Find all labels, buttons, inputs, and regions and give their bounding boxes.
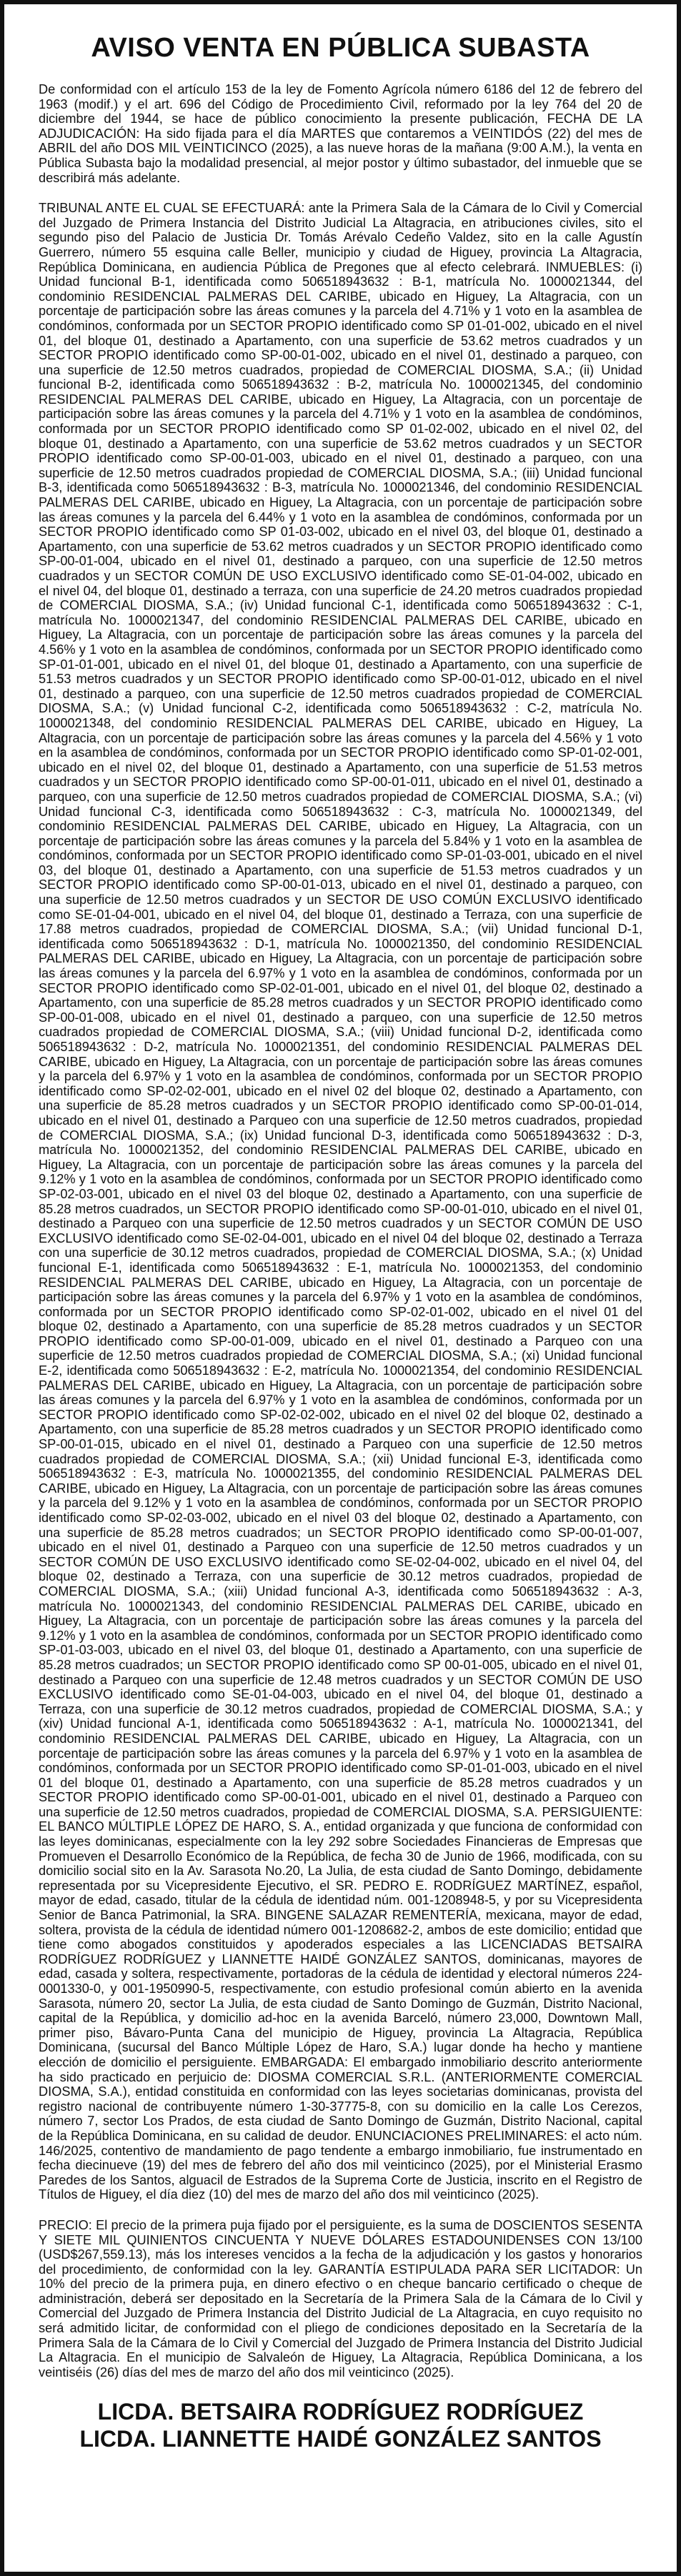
- notice-body: [39, 82, 642, 2379]
- notice-title: AVISO VENTA EN PÚBLICA SUBASTA: [91, 33, 590, 63]
- signature-block: [39, 2398, 642, 2452]
- notice-paragraph-intro: De conformidad con el artículo 153 de la ley de Fomento Agrícola número 6186 del 12 de febrero del 1963 (modif.) y el art. 696 del Código de Procedimiento Civil, reformado por la ley 764 del 20 de diciembre del 1944, se hace de público conocimiento la presente publicación, FECHA DE LA ADJUDICACIÓN: Ha sido fijada para el día MARTES que contaremos a VEINTIDÓS (22) del mes de ABRIL del año DOS MIL VEINTICINCO (2025), a las nueve horas de la mañana (9:00 A.M.), la venta en Pública Subasta bajo la modalidad presencial, al mejor postor y último subastador, del inmueble que se describirá más adelante.: [39, 82, 642, 185]
- signature-line-1: LICDA. BETSAIRA RODRÍGUEZ RODRÍGUEZ: [97, 2399, 584, 2425]
- notice-paragraph-precio: PRECIO: El precio de la primera puja fijado por el persiguiente, es la suma de DOSCIENTOS SESENTA Y SIETE MIL QUINIENTOS CINCUENTA Y NUEVE DÓLARES ESTADOUNIDENSES CON 13/100 (USD$267,559.13), más los intereses vencidos a la fecha de la adjudicación y los gastos y honorarios del procedimiento, de conformidad con la ley. GARANTÍA ESTIPULADA PARA SER LICITADOR: Un 10% del precio de la primera puja, en dinero efectivo o en cheque bancario certificado o cheque de administración, deberá ser depositado en la Secretaría de la Primera Sala de la Cámara de lo Civil y Comercial del Juzgado de Primera Instancia del Distrito Judicial de La Altagracia, en cuyo requisito no será admitido licitar, de conformidad con el pliego de condiciones depositado en la Secretaría de la Primera Sala de la Cámara de lo Civil y Comercial del Juzgado de Primera Instancia del Distrito Judicial La Altagracia. En el municipio de Salvaleón de Higuey, La Altagracia, República Dominicana, a los veintiséis (26) días del mes de marzo del año dos mil veinticinco (2025).: [39, 2217, 642, 2379]
- signature-line-2: LICDA. LIANNETTE HAIDÉ GONZÁLEZ SANTOS: [79, 2426, 602, 2452]
- notice-paragraph-tribunal-inmuebles: TRIBUNAL ANTE EL CUAL SE EFECTUARÁ: ante la Primera Sala de la Cámara de lo Civil y Comercial del Juzgado de Primera Instancia del Distrito Judicial La Altagracia, en atribuciones civiles, sito el segundo piso del Palacio de Justicia Dr. Tomás Arévalo Cedeño Valdez, sito en la calle Agustín Guerrero, número 55 esquina calle Beller, municipio y ciudad de Higuey, provincia La Altagracia, República Dominicana, en audiencia Pública de Pregones que al efecto celebrará. INMUEBLES: (i) Unidad funcional B-1, identificada como 506518943632 : B-1, matrícula No. 1000021344, del condominio RESIDENCIAL PALMERAS DEL CARIBE, ubicado en Higuey, La Altagracia, con un porcentaje de participación sobre las áreas comunes y la parcela del 4.71% y 1 voto en la asamblea de condóminos, conformada por un SECTOR PROPIO identificado como SP 01-01-002, ubicado en el nivel 01, del bloque 01, destinado a Apartamento, con una superficie de 53.62 metros cuadrados y un SECTOR PROPIO identificado como SP-00-01-002, ubicado en el nivel 01, destinado a parqueo, con una superficie de 12.50 metros cuadrados, propiedad de COMERCIAL DIOSMA, S.A.; (ii) Unidad funcional B-2, identificada como 506518943632 : B-2, matrícula No. 1000021345, del condominio RESIDENCIAL PALMERAS DEL CARIBE, ubicado en Higuey, La Altagracia, con un porcentaje de participación sobre las áreas comunes y la parcela del 4.71% y 1 voto en la asamblea de condóminos, conformada por un SECTOR PROPIO identificado como SP 01-02-002, ubicado en el nivel 02, del bloque 01, destinado a Apartamento, con una superficie de 53.62 metros cuadrados y un SECTOR PROPIO identificado como SP-00-01-003, ubicado en el nivel 01, destinado a parqueo, con una superficie de 12.50 metros cuadrados propiedad de COMERCIAL DIOSMA, S.A.; (iii) Unidad funcional B-3, identificada como 506518943632 : B-3, matrícula No. 1000021346, del condominio RESIDENCIAL PALMERAS DEL CARIBE, ubicado en Higuey, La Altagracia, con un porcentaje de participación sobre las áreas comunes y la parcela del 6.44% y 1 voto en la asamblea de condóminos, conformada por un SECTOR PROPIO identificado como SP 01-03-002, ubicado en el nivel 03, del bloque 01, destinado a Apartamento, con una superficie de 53.62 metros cuadrados y un SECTOR PROPIO identificado como SP-00-01-004, ubicado en el nivel 01, destinado a parqueo, con una superficie de 12.50 metros cuadrados y un SECTOR COMÚN DE USO EXCLUSIVO identificado como SE-01-04-002, ubicado en el nivel 04, del bloque 01, destinado a terraza, con una superficie de 24.20 metros cuadrados propiedad de COMERCIAL DIOSMA, S.A.; (iv) Unidad funcional C-1, identificada como 506518943632 : C-1, matrícula No. 1000021347, del condominio RESIDENCIAL PALMERAS DEL CARIBE, ubicado en Higuey, La Altagracia, con un porcentaje de participación sobre las áreas comunes y la parcela del 4.56% y 1 voto en la asamblea de condóminos, conformada por un SECTOR PROPIO identificado como SP-01-01-001, ubicado en el nivel 01, del bloque 01, destinado a Apartamento, con una superficie de 51.53 metros cuadrados y un SECTOR PROPIO identificado como SP-00-01-012, ubicado en el nivel 01, destinado a parqueo, con una superficie de 12.50 metros cuadrados propiedad de COMERCIAL DIOSMA, S.A.; (v) Unidad funcional C-2, identificada como 506518943632 : C-2, matrícula No. 1000021348, del condominio RESIDENCIAL PALMERAS DEL CARIBE, ubicado en Higuey, La Altagracia, con un porcentaje de participación sobre las áreas comunes y la parcela del 4.56% y 1 voto en la asamblea de condóminos, conformada por un SECTOR PROPIO identificado como SP-01-02-001, ubicado en el nivel 02, del bloque 01, destinado a Apartamento, con una superficie de 51.53 metros cuadrados y un SECTOR PROPIO identificado como SP-00-01-011, ubicado en el nivel 01, destinado a parqueo, con una superficie de 12.50 metros cuadrados propiedad de COMERCIAL DIOSMA, S.A.; (vi) Unidad funcional C-3, identificada como 506518943632 : C-3, matrícula No. 1000021349, del condominio RESIDENCIAL PALMERAS DEL CARIBE, ubicado en Higuey, La Altagracia, con un porcentaje de participación sobre las áreas comunes y la parcela del 5.84% y 1 voto en la asamblea de condóminos, conformada por un SECTOR PROPIO identificado como SP-01-03-001, ubicado en el nivel 03, del bloque 01, destinado a Apartamento, con una superficie de 51.53 metros cuadrados y un SECTOR PROPIO identificado como SP-00-01-013, ubicado en el nivel 01, destinado a parqueo, con una superficie de 12.50 metros cuadrados y un SECTOR DE USO COMÚN EXCLUSIVO identificado como SE-01-04-001, ubicado en el nivel 04, del bloque 01, destinado a Terraza, con una superficie de 17.88 metros cuadrados, propiedad de COMERCIAL DIOSMA, S.A.; (vii) Unidad funcional D-1, identificada como 506518943632 : D-1, matrícula No. 1000021350, del condominio RESIDENCIAL PALMERAS DEL CARIBE, ubicado en Higuey, La Altagracia, con un porcentaje de participación sobre las áreas comunes y la parcela del 6.97% y 1 voto en la asamblea de condóminos, conformada por un SECTOR PROPIO identificado como SP-02-01-001, ubicado en el nivel 01, del bloque 02, destinado a Apartamento, con una superficie de 85.28 metros cuadrados y un SECTOR PROPIO identificado como SP-00-01-008, ubicado en el nivel 01, destinado a parqueo, con una superficie de 12.50 metros cuadrados propiedad de COMERCIAL DIOSMA, S.A.; (viii) Unidad funcional D-2, identificada como 506518943632 : D-2, matrícula No. 1000021351, del condominio RESIDENCIAL PALMERAS DEL CARIBE, ubicado en Higuey, La Altagracia, con un porcentaje de participación sobre las áreas comunes y la parcela del 6.97% y 1 voto en la asamblea de condóminos, conformada por un SECTOR PROPIO identificado como SP-02-02-001, ubicado en el nivel 02 del bloque 02, destinado a Apartamento, con una superficie de 85.28 metros cuadrados y un SECTOR PROPIO identificado como SP-00-01-014, ubicado en el nivel 01, destinado a Parqueo con una superficie de 12.50 metros cuadrados, propiedad de COMERCIAL DIOSMA, S.A.; (ix) Unidad funcional D-3, identificada como 506518943632 : D-3, matrícula No. 1000021352, del condominio RESIDENCIAL PALMERAS DEL CARIBE, ubicado en Higuey, La Altagracia, con un porcentaje de participación sobre las áreas comunes y la parcela del 9.12% y 1 voto en la asamblea de condóminos, conformada por un SECTOR PROPIO identificado como SP-02-03-001, ubicado en el nivel 03 del bloque 02, destinado a Apartamento, con una superficie de 85.28 metros cuadrados, un SECTOR PROPIO identificado como SP-00-01-010, ubicado en el nivel 01, destinado a Parqueo con una superficie de 12.50 metros cuadrados y un SECTOR COMÚN DE USO EXCLUSIVO identificado como SE-02-04-001, ubicado en el nivel 04 del bloque 02, destinado a Terraza con una superficie de 30.12 metros cuadrados, propiedad de COMERCIAL DIOSMA, S.A.; (x) Unidad funcional E-1, identificada como 506518943632 : E-1, matrícula No. 1000021353, del condominio RESIDENCIAL PALMERAS DEL CARIBE, ubicado en Higuey, La Altagracia, con un porcentaje de participación sobre las áreas comunes y la parcela del 6.97% y 1 voto en la asamblea de condóminos, conformada por un SECTOR PROPIO identificado como SP-02-01-002, ubicado en el nivel 01 del bloque 02, destinado a Apartamento, con una superficie de 85.28 metros cuadrados y un SECTOR PROPIO identificado como SP-00-01-009, ubicado en el nivel 01, destinado a Parqueo con una superficie de 12.50 metros cuadrados propiedad de COMERCIAL DIOSMA, S.A.; (xi) Unidad funcional E-2, identificada como 506518943632 : E-2, matrícula No. 1000021354, del condominio RESIDENCIAL PALMERAS DEL CARIBE, ubicado en Higuey, La Altagracia, con un porcentaje de participación sobre las áreas comunes y la parcela del 6.97% y 1 voto en la asamblea de condóminos, conformada por un SECTOR PROPIO identificado como SP-02-02-002, ubicado en el nivel 02 del bloque 02, destinado a Apartamento, con una superficie de 85.28 metros cuadrados y un SECTOR PROPIO identificado como SP-00-01-015, ubicado en el nivel 01, destinado a Parqueo con una superficie de 12.50 metros cuadrados propiedad de COMERCIAL DIOSMA, S.A.; (xii) Unidad funcional E-3, identificada como 506518943632 : E-3, matrícula No. 1000021355, del condominio RESIDENCIAL PALMERAS DEL CARIBE, ubicado en Higuey, La Altagracia, con un porcentaje de participación sobre las áreas comunes y la parcela del 9.12% y 1 voto en la asamblea de condóminos, conformada por un SECTOR PROPIO identificado como SP-02-03-002, ubicado en el nivel 03 del bloque 02, destinado a Apartamento, con una superficie de 85.28 metros cuadrados; un SECTOR PROPIO identificado como SP-00-01-007, ubicado en el nivel 01, destinado a Parqueo con una superficie de 12.50 metros cuadrados y un SECTOR COMÚN DE USO EXCLUSIVO identificado como SE-02-04-002, ubicado en el nivel 04, del bloque 02, destinado a Terraza, con una superficie de 30.12 metros cuadrados, propiedad de COMERCIAL DIOSMA, S.A.; (xiii) Unidad funcional A-3, identificada como 506518943632 : A-3, matrícula No. 1000021343, del condominio RESIDENCIAL PALMERAS DEL CARIBE, ubicado en Higuey, La Altagracia, con un porcentaje de participación sobre las áreas comunes y la parcela del 9.12% y 1 voto en la asamblea de condóminos, conformada por un SECTOR PROPIO identificado como SP-01-03-003, ubicado en el nivel 03, del bloque 01, destinado a Apartamento, con una superficie de 85.28 metros cuadrados; un SECTOR PROPIO identificado como SP 00-01-005, ubicado en el nivel 01, destinado a Parqueo con una superficie de 12.48 metros cuadrados y un SECTOR COMÚN DE USO EXCLUSIVO identificado como SE-01-04-003, ubicado en el nivel 04, del bloque 01, destinado a Terraza, con una superficie de 30.12 metros cuadrados, propiedad de COMERCIAL DIOSMA, S.A.; y (xiv) Unidad funcional A-1, identificada como 506518943632 : A-1, matrícula No. 1000021341, del condominio RESIDENCIAL PALMERAS DEL CARIBE, ubicado en Higuey, La Altagracia, con un porcentaje de participación sobre las áreas comunes y la parcela del 6.97% y 1 voto en la asamblea de condóminos, conformada por un SECTOR PROPIO identificado como SP-01-01-003, ubicado en el nivel 01 del bloque 01, destinado a Apartamento, con una superficie de 85.28 metros cuadrados y un SECTOR PROPIO identificado como SP-00-01-001, ubicado en el nivel 01, destinado a Parqueo con una superficie de 12.50 metros cuadrados, propiedad de COMERCIAL DIOSMA, S.A. PERSIGUIENTE: EL BANCO MÚLTIPLE LÓPEZ DE HARO, S. A., entidad organizada y que funciona de conformidad con las leyes dominicanas, especialmente con la ley 292 sobre Sociedades Financieras de Empresas que Promueven el Desarrollo Económico de la República, de fecha 30 de Junio de 1966, modificada, con su domicilio social sito en la Av. Sarasota No.20, La Julia, de esta ciudad de Santo Domingo, debidamente representada por su Vicepresidente Ejecutivo, el SR. PEDRO E. RODRÍGUEZ MARTÍNEZ, español, mayor de edad, casado, titular de la cédula de identidad núm. 001-1208948-5, y por su Vicepresidenta Senior de Banca Patrimonial, la SRA. BINGENE SALAZAR REMENTERÍA, mexicana, mayor de edad, soltera, provista de la cédula de identidad número 001-1208682-2, ambos de este domicilio; entidad que tiene como abogados constituidos y apoderados especiales a las LICENCIADAS BETSAIRA RODRÍGUEZ RODRÍGUEZ y LIANNETTE HAIDÉ GONZÁLEZ SANTOS, dominicanas, mayores de edad, casada y soltera, respectivamente, portadoras de la cédula de identidad y electoral números 224-0001330-0, y 001-1950990-5, respectivamente, con estudio profesional común abierto en la avenida Sarasota, número 20, sector La Julia, de esta ciudad de Santo Domingo de Guzmán, Distrito Nacional, capital de la República, y domicilio ad-hoc en la avenida Barceló, número 23,000, Downtown Mall, primer piso, Bávaro-Punta Cana del municipio de Higuey, provincia La Altagracia, República Dominicana, (sucursal del Banco Múltiple López de Haro, S.A.) lugar donde ha hecho y mantiene elección de domicilio el persiguiente. EMBARGADA: El embargado inmobiliario descrito anteriormente ha sido practicado en perjuicio de: DIOSMA COMERCIAL S.R.L. (ANTERIORMENTE COMERCIAL DIOSMA, S.A.), entidad constituida en conformidad con las leyes societarias dominicanas, provista del registro nacional de contribuyente número 1-30-37775-8, con su domicilio en la calle Los Cerezos, número 7, sector Los Prados, de esta ciudad de Santo Domingo de Guzmán, Distrito Nacional, capital de la República Dominicana, en su calidad de deudor. ENUNCIACIONES PRELIMINARES: el acto núm. 146/2025, contentivo de mandamiento de pago tendente a embargo inmobiliario, fue instrumentado en fecha diecinueve (19) del mes de febrero del año dos mil veinticinco (2025), por el Ministerial Erasmo Paredes de los Santos, alguacil de Estrados de la Suprema Corte de Justicia, inscrito en el Registro de Títulos de Higuey, el día diez (10) del mes de marzo del año dos mil veinticinco (2025).: [39, 201, 642, 2202]
